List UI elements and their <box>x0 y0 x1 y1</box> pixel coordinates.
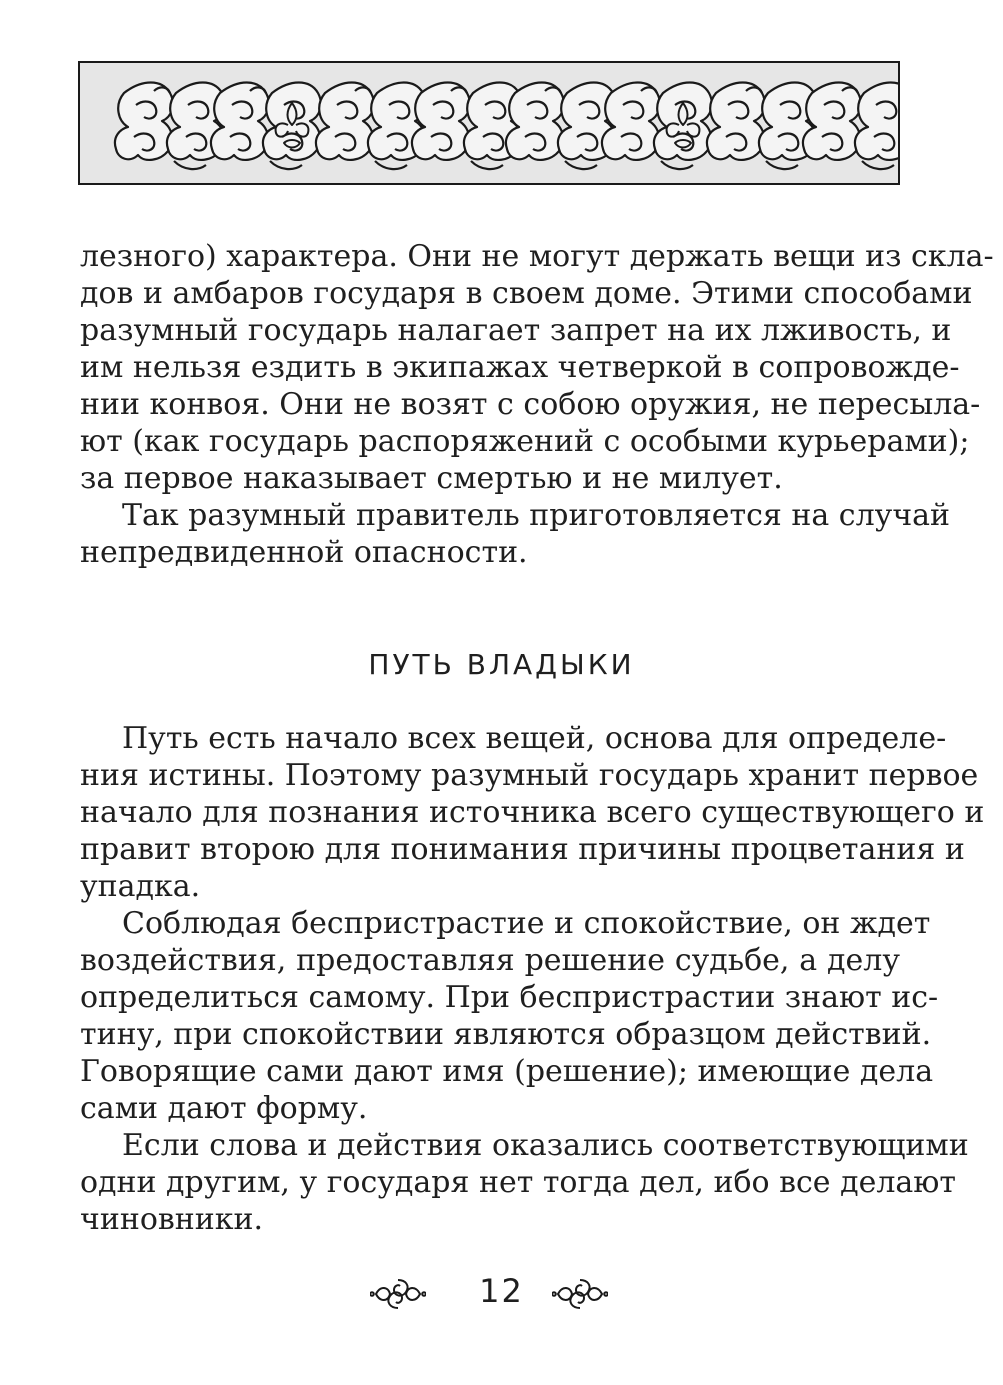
paragraph-1-line: разумный государь налагает запрет на их лживость, и <box>80 313 952 348</box>
paragraph-1-line: дов и амбаров государя в своем доме. Этими способами <box>80 276 973 311</box>
paragraph-4-line: определиться самому. При беспристрастии знают ис- <box>80 980 939 1015</box>
paragraph-3-line: ния истины. Поэтому разумный государь хранит первое <box>80 758 979 793</box>
ornamental-banner-icon <box>80 63 898 183</box>
folio-ornament-icon <box>552 1274 608 1314</box>
paragraph-2 <box>80 497 951 571</box>
paragraph-5-line: чиновники. <box>80 1202 264 1237</box>
paragraph-3-line: правит второю для понимания причины процветания и <box>80 832 965 867</box>
paragraph-1-line: лезного) характера. Они не могут держать вещи из скла- <box>80 239 994 274</box>
paragraph-5-line: Если слова и действия оказались соответствующими <box>122 1128 969 1163</box>
paragraph-4-line: сами дают форму. <box>80 1091 368 1126</box>
section-heading: ПУТЬ ВЛАДЫКИ <box>368 648 635 681</box>
paragraph-2-line: непредвиденной опасности. <box>80 535 528 570</box>
paragraph-3-line: начало для познания источника всего существующего и <box>80 795 985 830</box>
paragraph-5-line: одни другим, у государя нет тогда дел, ибо все делают <box>80 1165 956 1200</box>
paragraph-4 <box>80 905 939 1127</box>
paragraph-4-line: воздействия, предоставляя решение судьбе, а делу <box>80 943 900 978</box>
paragraph-1-line: за первое наказывает смертью и не милует. <box>80 461 783 496</box>
paragraph-3 <box>80 720 985 905</box>
ornamental-banner <box>78 61 900 185</box>
paragraph-4-line: Говорящие сами дают имя (решение); имеющие дела <box>80 1054 934 1089</box>
page-number: 12 <box>479 1272 524 1310</box>
paragraph-4-line: Соблюдая беспристрастие и спокойствие, он ждет <box>122 906 931 941</box>
paragraph-1-line: им нельзя ездить в экипажах четверкой в сопровожде- <box>80 350 960 385</box>
folio <box>0 1268 1003 1318</box>
paragraph-1-line: ют (как государь распоряжений с особыми курьерами); <box>80 424 970 459</box>
paragraph-2-line: Так разумный правитель приготовляется на случай <box>122 498 951 533</box>
paragraph-1 <box>80 238 994 497</box>
paragraph-5 <box>80 1127 969 1238</box>
paragraph-1-line: нии конвоя. Они не возят с собою оружия, не пересыла- <box>80 387 981 422</box>
paragraph-4-line: тину, при спокойствии являются образцом действий. <box>80 1017 932 1052</box>
paragraph-3-line: упадка. <box>80 869 201 904</box>
paragraph-3-line: Путь есть начало всех вещей, основа для определе- <box>122 721 947 756</box>
